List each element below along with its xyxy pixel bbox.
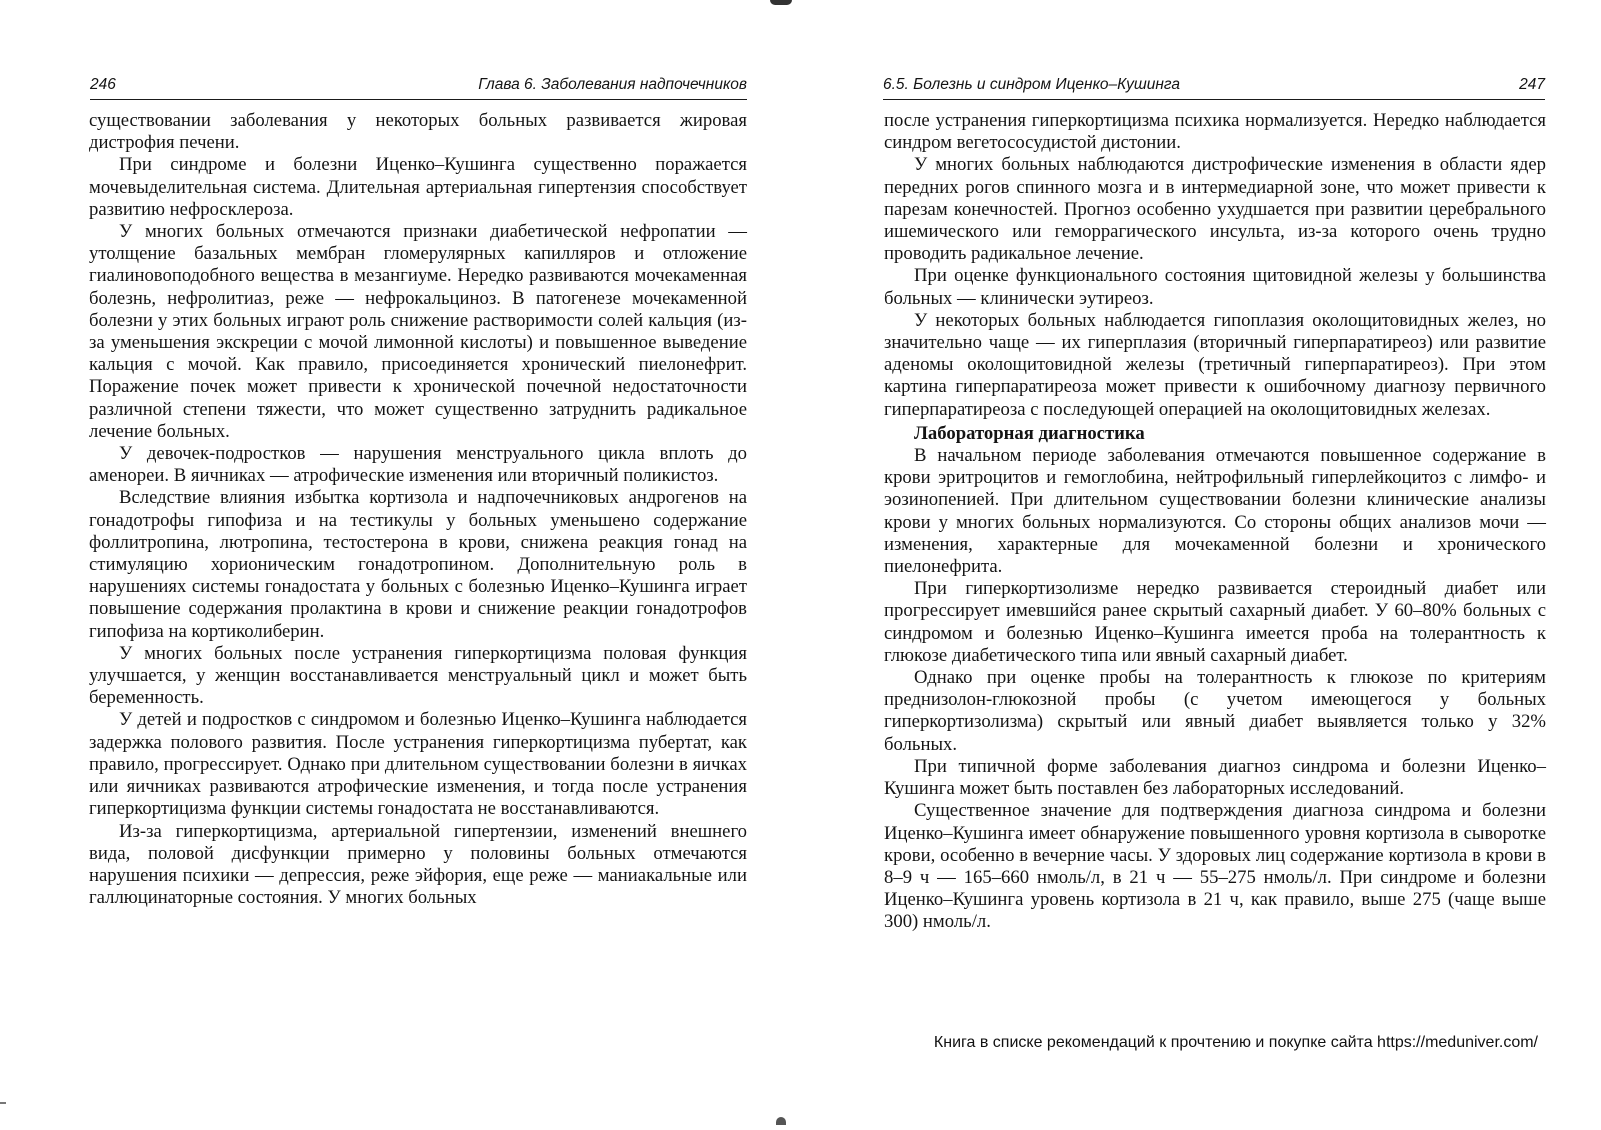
paragraph: У девочек-подростков — нарушения менструального цикла вплоть до аменореи. В яичниках — атрофические изменения или вторичный поликистоз. [89, 443, 747, 487]
paragraph: У многих больных наблюдаются дистрофические изменения в области ядер передних рогов спинного мозга и в интермедиарной зоне, что может привести к парезам конечностей. Прогноз особенно ухудшается при развитии церебрального ишемического или геморрагического инсульта, из-за которого очень трудно проводить радикальное лечение. [884, 154, 1546, 265]
page-number: 246 [90, 76, 116, 93]
paragraph: При оценке функционального состояния щитовидной железы у большинства больных — клинически эутиреоз. [884, 265, 1546, 309]
paragraph: Однако при оценке пробы на толерантность к глюкозе по критериям преднизолон-глюкозной пробы (с учетом имеющегося у больных гиперкортизолизма) скрытый или явный диабет выявляется только у 32% больных. [884, 667, 1546, 755]
header-rule [90, 99, 747, 100]
running-head [90, 74, 747, 100]
chapter-title: Глава 6. Заболевания надпочечников [478, 76, 747, 93]
paragraph: У детей и подростков с синдромом и болезнью Иценко–Кушинга наблюдается задержка полового развития. После устранения гиперкортицизма пубертат, как правило, прогрессирует. Однако при длительном существовании болезни в яичках или яичниках развиваются атрофические изменения, и тогда после устранения гиперкортицизма функции системы гонадостата не восстанавливаются. [89, 709, 747, 820]
paragraph: В начальном периоде заболевания отмечаются повышенное содержание в крови эритроцитов и гемоглобина, нейтрофильный гиперлейкоцитоз с лимфо- и эозинопенией. При длительном существовании болезни клинические анализы крови у многих больных нормализуются. Со стороны общих анализов мочи — изменения, характерные для мочекаменной болезни и хронического пиелонефрита. [884, 445, 1546, 578]
section-heading: Лабораторная диагностика [914, 422, 1145, 444]
section-title: 6.5. Болезнь и синдром Иценко–Кушинга [883, 76, 1180, 93]
paragraph: после устранения гиперкортицизма психика нормализуется. Нередко наблюдается синдром вегетососудистой дистонии. [884, 110, 1546, 154]
header-rule [883, 99, 1545, 100]
body-text [89, 110, 747, 909]
paragraph: У многих больных отмечаются признаки диабетической нефропатии — утолщение базальных мембран гломерулярных капилляров и отложение гиалиновоподобного вещества в мезангиуме. Нередко развиваются мочекаменная болезнь, нефролитиаз, реже — нефрокальциноз. В патогенезе мочекаменной болезни у этих больных играют роль снижение растворимости солей кальция (из-за уменьшения экскреции с мочой лимонной кислоты) и повышенное выведение кальция с мочой. Как правило, присоединяется хронический пиелонефрит. Поражение почек может привести к хронической почечной недостаточности различной степени тяжести, что может существенно затруднить радикальное лечение больных. [89, 221, 747, 442]
right-page [800, 0, 1601, 1130]
paragraph: При типичной форме заболевания диагноз синдрома и болезни Иценко–Кушинга может быть поставлен без лабораторных исследований. [884, 755, 1546, 800]
body-text [884, 110, 1546, 934]
paragraph: Существенное значение для подтверждения диагноза синдрома и болезни Иценко–Кушинга имеет обнаружение повышенного уровня кортизола в сыворотке крови, особенно в вечерние часы. У здоровых лиц содержание кортизола в крови в 8–9 ч — 165–660 нмоль/л, в 21 ч — 55–275 нмоль/л. При синдроме и болезни Иценко–Кушинга уровень кортизола в 21 ч, как правило, выше 275 (чаще выше 300) нмоль/л. [884, 800, 1546, 933]
page-number: 247 [1519, 76, 1545, 93]
paragraph: Из-за гиперкортицизма, артериальной гипертензии, изменений внешнего вида, половой дисфункции примерно у половины больных отмечаются нарушения психики — депрессия, реже эйфория, еще реже — маниакальные или галлюцинаторные состояния. У многих больных [89, 820, 747, 909]
paragraph: При синдроме и болезни Иценко–Кушинга существенно поражается мочевыделительная система. Длительная артериальная гипертензия способствует развитию нефросклероза. [89, 154, 747, 220]
paragraph: Вследствие влияния избытка кортизола и надпочечниковых андрогенов на гонадотрофы гипофиза и на тестикулы у больных уменьшено содержание фоллитропина, лютропина, тестостерона в крови, снижена реакция гонад на стимуляцию хорионическим гонадотропином. Дополнительную роль в нарушениях системы гонадостата у больных с болезнью Иценко–Кушинга играет повышение содержания пролактина в крови и снижение реакции гонадотрофов гипофиза на кортиколиберин. [89, 487, 747, 642]
paragraph: существовании заболевания у некоторых больных развивается жировая дистрофия печени. [89, 110, 747, 154]
paragraph: У многих больных после устранения гиперкортицизма половая функция улучшается, у женщин восстанавливается менструальный цикл и может быть беременность. [89, 642, 747, 709]
left-page [0, 0, 800, 1130]
paragraph: У некоторых больных наблюдается гипоплазия околощитовидных желез, но значительно чаще — их гиперплазия (вторичный гиперпаратиреоз) или развитие аденомы околощитовидной железы (третичный гиперпаратиреоз). При этом картина гиперпаратиреоза может привести к ошибочному диагнозу первичного гиперпаратиреоза с последующей операцией на околощитовидных железах. [884, 309, 1546, 420]
running-head [883, 74, 1545, 100]
paragraph: При гиперкортизолизме нередко развивается стероидный диабет или прогрессирует имевшийся ранее скрытый сахарный диабет. У 60–80% больных с синдромом и болезнью Иценко–Кушинга имеется проба на толерантность к глюкозе диабетического типа или явный сахарный диабет. [884, 578, 1546, 666]
footer-notice: Книга в списке рекомендаций к прочтению и покупке сайта https://meduniver.com/ [933, 1034, 1538, 1051]
